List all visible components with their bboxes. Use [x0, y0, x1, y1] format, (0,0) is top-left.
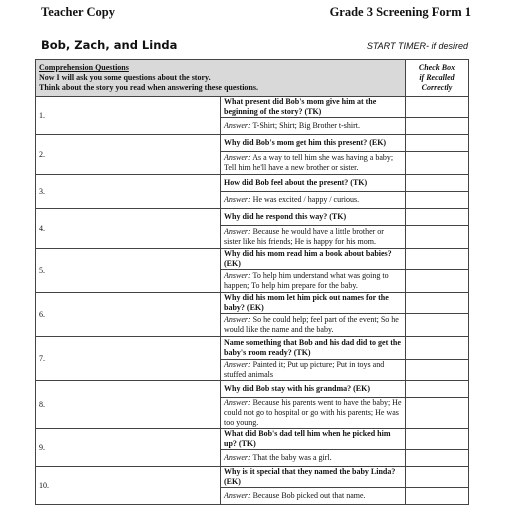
- questions-table: [35, 59, 469, 505]
- answer-label: Answer:: [224, 315, 251, 324]
- answer-label: Answer:: [224, 195, 251, 204]
- question-number: 4.: [36, 209, 221, 249]
- question-text: Why did Bob's mom get him this present? (EK): [221, 135, 406, 152]
- check-box[interactable]: [406, 337, 469, 360]
- answer-value: So he could help; feel part of the event; So he would like the name and the baby.: [224, 315, 399, 334]
- question-text: How did Bob feel about the present? (TK): [221, 175, 406, 192]
- question-row: [36, 337, 469, 360]
- answer-value: As a way to tell him she was having a baby; Tell him he'll have a new brother or sister.: [224, 153, 394, 172]
- answer-text: [221, 314, 406, 337]
- check-box[interactable]: [406, 118, 469, 135]
- answer-text: [221, 488, 406, 505]
- answer-text: [221, 226, 406, 249]
- teacher-copy-label: Teacher Copy: [41, 5, 115, 19]
- check-box[interactable]: [406, 429, 469, 450]
- question-number: 1.: [36, 97, 221, 135]
- question-row: [36, 97, 469, 118]
- answer-label: Answer:: [224, 271, 251, 280]
- check-box[interactable]: [406, 270, 469, 293]
- question-text: Name something that Bob and his dad did to get the baby's room ready? (TK): [221, 337, 406, 360]
- check-box[interactable]: [406, 360, 469, 381]
- answer-text: [221, 398, 406, 429]
- check-box[interactable]: [406, 314, 469, 337]
- question-number: 7.: [36, 337, 221, 381]
- answer-value: Painted it; Put up picture; Put in toys and stuffed animals: [224, 360, 385, 379]
- question-row: [36, 135, 469, 152]
- answer-label: Answer:: [224, 398, 251, 407]
- answer-value: T-Shirt; Shirt; Big Brother t-shirt.: [250, 121, 361, 130]
- question-row: [36, 249, 469, 270]
- form-title: Grade 3 Screening Form 1: [329, 5, 471, 19]
- answer-label: Answer:: [224, 227, 251, 236]
- answer-text: [221, 450, 406, 467]
- check-box[interactable]: [406, 226, 469, 249]
- check-box[interactable]: [406, 467, 469, 488]
- table-heading: [36, 60, 406, 97]
- answer-text: [221, 152, 406, 175]
- answer-label: Answer:: [224, 360, 251, 369]
- answer-text: [221, 192, 406, 209]
- answer-text: [221, 118, 406, 135]
- heading-title: Comprehension Questions: [39, 63, 129, 72]
- question-number: 6.: [36, 293, 221, 337]
- answer-label: Answer:: [224, 153, 251, 162]
- answer-label: Answer:: [224, 453, 251, 462]
- check-box[interactable]: [406, 249, 469, 270]
- check-box[interactable]: [406, 293, 469, 314]
- question-text: Why did Bob stay with his grandma? (EK): [221, 381, 406, 398]
- timer-note: START TIMER- if desired: [366, 41, 468, 51]
- question-text: Why did he respond this way? (TK): [221, 209, 406, 226]
- check-box[interactable]: [406, 175, 469, 192]
- answer-value: Because Bob picked out that name.: [250, 491, 366, 500]
- heading-line: Think about the story you read when answering these questions.: [39, 83, 258, 92]
- answer-text: [221, 360, 406, 381]
- answer-value: Because he would have a little brother or sister like his friends; He is happy for his mom.: [224, 227, 384, 246]
- question-text: What present did Bob's mom give him at the beginning of the story? (TK): [221, 97, 406, 118]
- check-box[interactable]: [406, 450, 469, 467]
- table-heading-row: [36, 60, 469, 97]
- question-number: 9.: [36, 429, 221, 467]
- check-box[interactable]: [406, 135, 469, 152]
- answer-value: That the baby was a girl.: [250, 453, 332, 462]
- check-box[interactable]: [406, 152, 469, 175]
- question-row: [36, 293, 469, 314]
- answer-label: Answer:: [224, 491, 251, 500]
- question-number: 2.: [36, 135, 221, 175]
- question-text: Why did his mom read him a book about babies? (EK): [221, 249, 406, 270]
- check-box[interactable]: [406, 192, 469, 209]
- check-column-heading: Check Box if Recalled Correctly: [406, 60, 469, 97]
- question-row: [36, 467, 469, 488]
- question-text: Why did his mom let him pick out names for the baby? (EK): [221, 293, 406, 314]
- question-text: What did Bob's dad tell him when he picked him up? (TK): [221, 429, 406, 450]
- check-box[interactable]: [406, 209, 469, 226]
- question-number: 8.: [36, 381, 221, 429]
- story-title: Bob, Zach, and Linda: [41, 38, 178, 52]
- check-box[interactable]: [406, 381, 469, 398]
- question-number: 3.: [36, 175, 221, 209]
- check-box[interactable]: [406, 488, 469, 505]
- check-box[interactable]: [406, 97, 469, 118]
- answer-value: He was excited / happy / curious.: [250, 195, 360, 204]
- question-number: 10.: [36, 467, 221, 505]
- question-row: [36, 429, 469, 450]
- answer-value: To help him understand what was going to happen; To help him prepare for the baby.: [224, 271, 389, 290]
- answer-value: Because his parents went to have the baby; He could not go to hospital or go with his parents; He was too young.: [224, 398, 402, 427]
- answer-label: Answer:: [224, 121, 251, 130]
- answer-text: [221, 270, 406, 293]
- question-row: [36, 175, 469, 192]
- question-row: [36, 209, 469, 226]
- question-row: [36, 381, 469, 398]
- question-text: Why is it special that they named the baby Linda? (EK): [221, 467, 406, 488]
- question-number: 5.: [36, 249, 221, 293]
- heading-line: Now I will ask you some questions about the story.: [39, 73, 211, 82]
- check-box[interactable]: [406, 398, 469, 429]
